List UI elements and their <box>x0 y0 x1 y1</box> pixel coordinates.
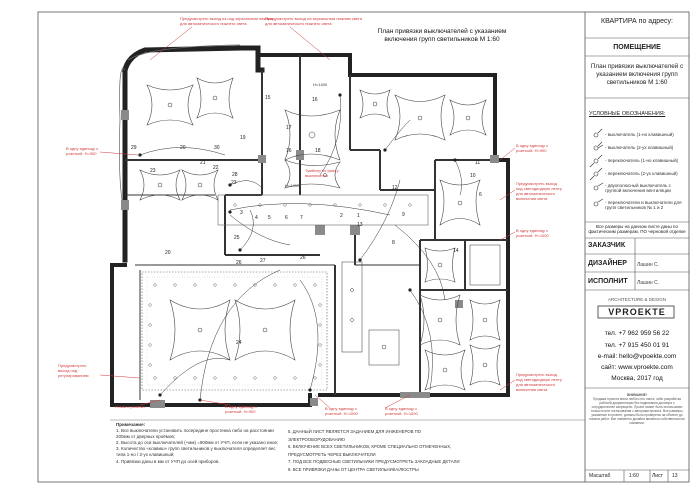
room-number: 20 <box>165 250 171 256</box>
role-executor-value: Лашин С. <box>637 280 660 286</box>
room-number: 4 <box>255 215 258 221</box>
legend-item: - переключатели и выключатели для групп светильников № 1 и 2 <box>605 200 682 210</box>
plan-title-line2: включения групп светильников М 1:60 <box>384 36 500 43</box>
room-number: 26 <box>300 255 306 261</box>
room-number: 19 <box>240 135 246 141</box>
corridor <box>218 195 428 225</box>
annotation-left-2: Предусмотреть выход под регулированием <box>58 363 89 378</box>
annotation-inner-1: Тумблер по факту выключения <box>305 168 339 178</box>
sheet-title-line1: План привязки выключателей с <box>590 63 684 70</box>
room-number: 26 <box>236 260 242 266</box>
room-number: 21 <box>200 160 206 166</box>
fine-print-title: ВНИМАНИЕ! <box>627 393 647 397</box>
room-number: 18 <box>315 148 321 154</box>
notes-title: Примечание: <box>116 422 146 427</box>
room-number: 28 <box>232 172 238 178</box>
room-number: 11 <box>475 160 481 166</box>
legend-item: - выключатель (2-ух клавишный) <box>605 145 674 150</box>
brand-logo: VPROEKTE <box>608 307 666 317</box>
site: сайт: www.vproekte.com <box>601 364 673 371</box>
fine-print <box>588 393 686 425</box>
room-number: 9 <box>402 212 405 218</box>
plan-title-line1: План привязки выключателей с указанием <box>377 28 507 35</box>
brand-caption: ARCHITECTURE & DESIGN <box>607 297 666 302</box>
fine-print-text: Продажа проекта и/или любого его листа, либо разработка рабочей документации без подписания договора о сотрудничестве запрещено. Проект может быть использован только после согласования с авторами проекта. Все размеры, указанные в проекте, должны быть проверены на объекте до начала работ. Все элементы дизайна являются собственностью компании. <box>589 397 685 425</box>
disclaimer-line2: фактическим размерам, ПО черновой отделке <box>588 229 686 234</box>
role-executor-label: ИСПОЛНИТ <box>588 278 628 285</box>
sheet-label: Лист <box>652 473 663 479</box>
room-number: 3 <box>240 210 243 216</box>
room-number: 12 <box>392 185 398 191</box>
room-number: 23 <box>231 180 237 186</box>
room-number: 15 <box>265 95 271 101</box>
annotation-bottom-3: В одну единицу с розеткой. Н=1000 <box>325 406 358 416</box>
room-number: 16 <box>286 148 292 154</box>
room-header: ПОМЕЩЕНИЕ <box>613 44 661 51</box>
annotation-right-1: В одну единицу с розеткой. Н=900 <box>516 143 549 153</box>
note-item: 5. ДАННЫЙ ЛИСТ ЯВЛЯЕТСЯ ЗАДАНИЕМ ДЛЯ ИНЖЕНЕРОВ ПО ЭЛЕКТРООБОРУДОВАНИЮ <box>288 429 422 442</box>
scale-label: Масштаб <box>589 473 611 479</box>
room-number: 7 <box>300 215 303 221</box>
plan-title <box>362 28 522 44</box>
annotation-inner-3: Н=1400 <box>285 183 300 188</box>
annotation-inner-2: Н=1400 <box>313 82 328 87</box>
room-number: 1 <box>357 213 360 219</box>
address-label: КВАРТИРА по адресу: <box>601 18 673 25</box>
note-item: 8. ВСЕ ПРИВЯЗКИ ДАНЫ ОТ ЦЕНТРА СВЕТИЛЬНИКА/ЛЮСТРЫ <box>288 466 419 472</box>
note-item: 2. Высота до оси выключателей (+мм) =900мм от УЧП, если не указано иное; <box>116 440 279 446</box>
switch-markers <box>138 93 456 401</box>
sheet-number: 13 <box>672 473 678 479</box>
room-number: 17 <box>286 125 292 131</box>
room-number: 6 <box>479 192 482 198</box>
sheet-title-line3: светильников М 1:60 <box>606 79 668 86</box>
ceiling-contour-living <box>142 272 327 390</box>
room-number: 23 <box>150 168 156 174</box>
room-number: 10 <box>470 173 476 179</box>
room-number: 25 <box>234 235 240 241</box>
annotation-bottom-4: В одну единицу с розеткой. Н=1000 <box>385 406 418 416</box>
legend-item: - выключатель (1-но клавишный) <box>605 132 674 137</box>
note-item: 1. Все выключатели установить посередине простенка либо на расстоянии 200мм от дверных проёмов; <box>116 428 274 440</box>
phone-2: тел. +7 915 450 01 91 <box>604 342 670 349</box>
room-number: 29 <box>131 145 137 151</box>
disclaimer <box>585 224 689 234</box>
note-item: 7. ПОД ВСЕ ПОДВЕСНЫЕ СВЕТИЛЬНИКИ ПРЕДУСМОТРЕТЬ ЗАКЛАДНЫЕ ДЕТАЛИ <box>288 459 460 464</box>
annotation-bottom-1: Н=как и розетки <box>115 404 145 409</box>
room-number: 27 <box>260 258 266 264</box>
room-number: 30 <box>214 145 220 151</box>
room-number: 20 <box>180 145 186 151</box>
annotation-leaders <box>100 27 515 408</box>
room-number: 13 <box>357 222 363 228</box>
annotation-right-2: Предусмотреть выход под светодиодную ленту для автоматического включения света <box>516 181 562 201</box>
role-customer-label: ЗАКАЗЧИК <box>588 242 626 249</box>
annotation-left-1: В одну единицу с розеткой. Н=900 <box>66 146 99 156</box>
role-designer-value: Лашин С. <box>637 262 660 268</box>
room-number: 14 <box>453 248 459 254</box>
annotation-bottom-2: В одну единицу с розеткой. Н=900 <box>225 404 258 414</box>
room-number: 8 <box>392 240 395 246</box>
notes-block <box>116 422 286 465</box>
note-item: 4. Привязки даны в мм от УЧП до осей приборов. <box>116 458 220 464</box>
walls <box>112 48 508 405</box>
disclaimer-line1: Все размеры на данном листе даны по <box>596 224 678 229</box>
legend-title: УСЛОВНЫЕ ОБОЗНАЧЕНИЯ: <box>589 111 666 117</box>
room-number: 16 <box>312 97 318 103</box>
note-item: 6. ВКЛЮЧЕНИЕ ВСЕХ СВЕТИЛЬНИКОВ, КРОМЕ СПЕЦИАЛЬНО ОТМЕЧЕННЫХ, ПРЕДУСМОТРЕТЬ ЧЕРЕЗ ВЫКЛЮЧАТЕЛИ <box>288 444 452 457</box>
phone-1: тел. +7 962 959 56 22 <box>604 330 670 337</box>
room-number: 6 <box>285 215 288 221</box>
room-number: 2 <box>340 213 343 219</box>
annotation-top-left: Предусмотреть выход из-под зеркальным нижним для автоматического нижнего света <box>180 16 274 26</box>
legend-item: - двухполюсный выключатель с группой включения вентиляции <box>605 183 671 193</box>
sheet-title <box>585 63 689 87</box>
legend-item: - переключатель (1-но клавишный) <box>605 158 679 163</box>
columns <box>121 110 499 408</box>
note-item: 3. Количество «клавиш» групп светильников у выключателя определяет вес типа 1-но / 2-ух клавишный; <box>116 446 276 458</box>
annotation-top-mid: Предусмотреть выход на зеркальным нижним света для автоматического нижнего света <box>265 16 362 26</box>
city-year: Москва, 2017 год <box>611 375 663 382</box>
annotation-right-3: В одну единицу с розеткой. Н=1000 <box>516 228 549 238</box>
scale-value: 1:60 <box>629 473 639 479</box>
room-number: 5 <box>268 215 271 221</box>
email: e-mail: hello@vpoekte.com <box>597 353 677 360</box>
legend-item: - переключатель (2-ух клавишный) <box>605 171 678 176</box>
notes-block-right <box>288 428 468 473</box>
room-number: 22 <box>213 165 219 171</box>
annotation-right-4: Предусмотреть выход под светодиодную ленту для автоматического включения света <box>516 372 562 392</box>
sheet-title-line2: указанием включения групп <box>596 71 678 78</box>
role-designer-label: ДИЗАЙНЕР <box>588 260 627 267</box>
room-number: 24 <box>236 340 242 346</box>
